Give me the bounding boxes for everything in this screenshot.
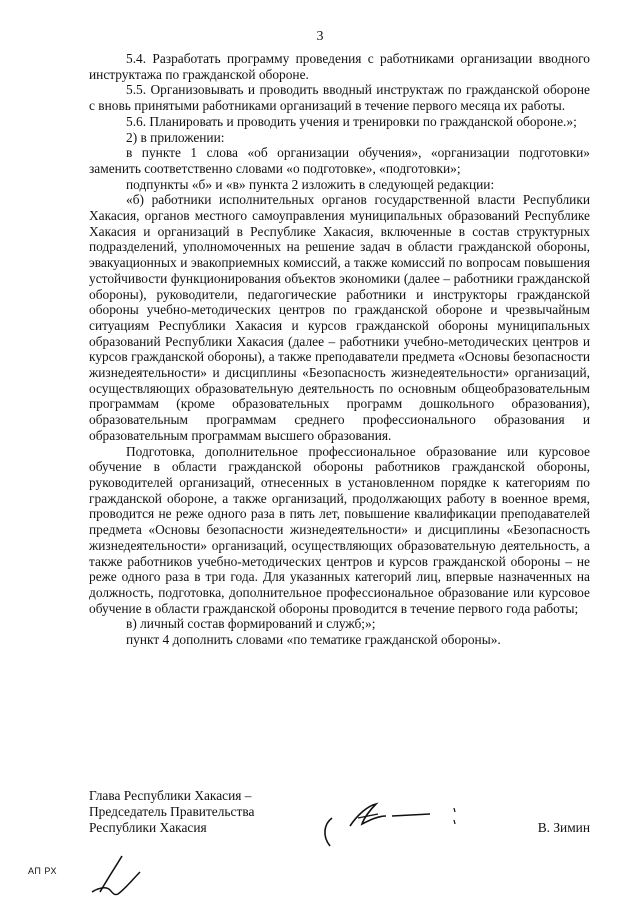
paragraph-point-4: пункт 4 дополнить словами «по тематике гражданской обороны». — [126, 632, 501, 648]
signatory-name: В. Зимин — [537, 820, 590, 835]
signatory-title-line3: Республики Хакасия — [89, 820, 207, 835]
signatory-title — [89, 788, 349, 836]
paragraph-point-1: в пункте 1 слова «об организации обучения», «организации подготовки» заменить соответственно словами «о подготовке», «подготовки»; — [89, 145, 590, 176]
handwritten-signature — [318, 796, 468, 856]
handwritten-initial-mark — [86, 852, 146, 898]
paragraph-item-2: 2) в приложении: — [126, 129, 225, 145]
document-body — [89, 51, 590, 648]
paragraph-subpoints-intro: подпункты «б» и «в» пункта 2 изложить в следующей редакции: — [126, 176, 495, 192]
paragraph-subpoint-b: «б) работники исполнительных органов государственной власти Республики Хакасия, органов местного самоуправления муниципальных образований Республике Хакасия и организаций в Республике Хакасия, включенные в состав структурных подразделений, уполномоченных на решение задач в области гражданской обороны, эвакуационных и эвакоприемных комиссий, а также комиссий по вопросам повышения устойчивости функционирования объектов экономики (далее – работники гражданской обороны), руководители, педагогические работники и инструкторы гражданской обороны учебно-методических центров по гражданской обороне и чрезвычайным ситуациям Республики Хакасия и курсов гражданской обороны муниципальных образований Республики Хакасия (далее – работники учебно-методических центров и курсов гражданской обороны), а также преподаватели предмета «Основы безопасности жизнедеятельности» и дисциплины «Безопасность жизнедеятельности» организаций, осуществляющих образовательную деятельность по основным общеобразовательным программам (кроме образовательных программ дошкольного образования), образовательным программам среднего профессионального образования и образовательным программам высшего образования. — [89, 192, 590, 443]
paragraph-training: Подготовка, дополнительное профессиональное образование или курсовое обучение в области гражданской обороны работников гражданской обороны, руководителей организаций, отнесенных в установленном порядке к категориям по гражданской обороне, а также организаций, продолжающих работу в военное время, проводится не реже одного раза в пять лет, повышение квалификации преподавателей предмета «Основы безопасности жизнедеятельности» и дисциплины «Безопасность жизнедеятельности» организаций, осуществляющих образовательную деятельность, а также работников учебно-методических центров и курсов гражданской обороны – не реже одного раза в три года. Для указанных категорий лиц, впервые назначенных на должность, подготовка, дополнительное профессиональное образование или курсовое обучение в области гражданской обороны проводится в течение первого года работы; — [89, 443, 590, 616]
paragraph-subpoint-v: в) личный состав формирований и служб;»; — [126, 616, 376, 632]
paragraph-5-5: 5.5. Организовывать и проводить вводный инструктаж по гражданской обороне с вновь принятыми работниками организаций в течение первого месяца их работы. — [89, 82, 590, 114]
paragraph-5-6: 5.6. Планировать и проводить учения и тренировки по гражданской обороне.»; — [126, 113, 577, 129]
signatory-title-line2: Председатель Правительства — [89, 804, 255, 819]
page-number: 3 — [316, 29, 324, 44]
paragraph-5-4: 5.4. Разработать программу проведения с работниками организации вводного инструктажа по гражданской обороне. — [89, 51, 590, 82]
signatory-title-line1: Глава Республики Хакасия – — [89, 788, 252, 803]
footer-stamp: АП РХ — [28, 866, 57, 876]
